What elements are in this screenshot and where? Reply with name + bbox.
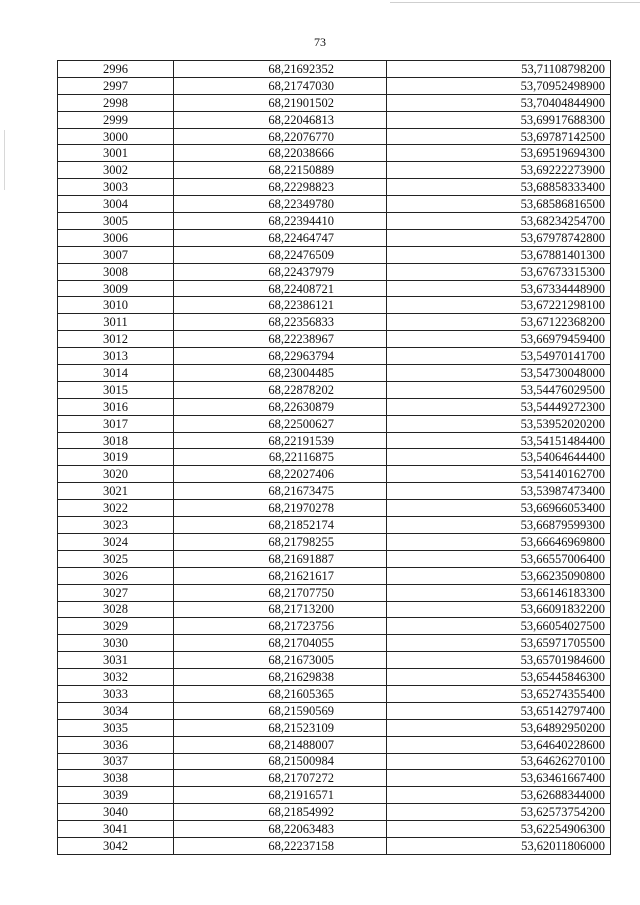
point-number-cell: 3004 (58, 196, 174, 213)
x-coordinate-cell: 68,21747030 (174, 77, 387, 94)
point-number-cell: 3017 (58, 415, 174, 432)
x-coordinate-cell: 68,21852174 (174, 517, 387, 534)
table-row (58, 94, 611, 111)
point-number-cell: 3025 (58, 550, 174, 567)
x-coordinate-cell: 68,22630879 (174, 398, 387, 415)
table-row (58, 128, 611, 145)
y-coordinate-cell: 53,53952020200 (387, 415, 611, 432)
x-coordinate-cell: 68,22238967 (174, 331, 387, 348)
y-coordinate-cell: 53,65274355400 (387, 685, 611, 702)
y-coordinate-cell: 53,69519694300 (387, 145, 611, 162)
y-coordinate-cell: 53,68586816500 (387, 196, 611, 213)
point-number-cell: 3035 (58, 719, 174, 736)
point-number-cell: 3023 (58, 517, 174, 534)
y-coordinate-cell: 53,54064644400 (387, 449, 611, 466)
y-coordinate-cell: 53,67673315300 (387, 263, 611, 280)
point-number-cell: 3008 (58, 263, 174, 280)
point-number-cell: 3030 (58, 635, 174, 652)
point-number-cell: 3031 (58, 652, 174, 669)
y-coordinate-cell: 53,66879599300 (387, 517, 611, 534)
y-coordinate-cell: 53,54449272300 (387, 398, 611, 415)
table-row (58, 821, 611, 838)
x-coordinate-cell: 68,21692352 (174, 61, 387, 78)
y-coordinate-cell: 53,69917688300 (387, 111, 611, 128)
table-row (58, 466, 611, 483)
table-row (58, 331, 611, 348)
x-coordinate-cell: 68,22076770 (174, 128, 387, 145)
x-coordinate-cell: 68,21691887 (174, 550, 387, 567)
table-row (58, 213, 611, 230)
point-number-cell: 3034 (58, 702, 174, 719)
table-row (58, 77, 611, 94)
x-coordinate-cell: 68,22408721 (174, 280, 387, 297)
point-number-cell: 3002 (58, 162, 174, 179)
y-coordinate-cell: 53,66966053400 (387, 500, 611, 517)
x-coordinate-cell: 68,22116875 (174, 449, 387, 466)
point-number-cell: 3018 (58, 432, 174, 449)
point-number-cell: 3032 (58, 669, 174, 686)
point-number-cell: 3001 (58, 145, 174, 162)
table-row (58, 365, 611, 382)
table-row (58, 837, 611, 854)
x-coordinate-cell: 68,22437979 (174, 263, 387, 280)
y-coordinate-cell: 53,54140162700 (387, 466, 611, 483)
table-row (58, 517, 611, 534)
x-coordinate-cell: 68,22349780 (174, 196, 387, 213)
x-coordinate-cell: 68,21621617 (174, 567, 387, 584)
y-coordinate-cell: 53,62011806000 (387, 837, 611, 854)
table-row (58, 533, 611, 550)
table-row (58, 635, 611, 652)
y-coordinate-cell: 53,66091832200 (387, 601, 611, 618)
table-row (58, 348, 611, 365)
table-row (58, 770, 611, 787)
point-number-cell: 2996 (58, 61, 174, 78)
y-coordinate-cell: 53,62688344000 (387, 787, 611, 804)
table-row (58, 229, 611, 246)
point-number-cell: 3014 (58, 365, 174, 382)
point-number-cell: 3042 (58, 837, 174, 854)
x-coordinate-cell: 68,22386121 (174, 297, 387, 314)
table-row (58, 804, 611, 821)
x-coordinate-cell: 68,21673475 (174, 483, 387, 500)
point-number-cell: 3041 (58, 821, 174, 838)
x-coordinate-cell: 68,22027406 (174, 466, 387, 483)
table-row (58, 246, 611, 263)
x-coordinate-cell: 68,21704055 (174, 635, 387, 652)
x-coordinate-cell: 68,22464747 (174, 229, 387, 246)
table-row (58, 652, 611, 669)
table-row (58, 567, 611, 584)
table-row (58, 753, 611, 770)
y-coordinate-cell: 53,69787142500 (387, 128, 611, 145)
table-row (58, 702, 611, 719)
table-row (58, 398, 611, 415)
point-number-cell: 3028 (58, 601, 174, 618)
x-coordinate-cell: 68,21713200 (174, 601, 387, 618)
x-coordinate-cell: 68,21673005 (174, 652, 387, 669)
point-number-cell: 3000 (58, 128, 174, 145)
table-row (58, 550, 611, 567)
table-row (58, 263, 611, 280)
table-row (58, 787, 611, 804)
x-coordinate-cell: 68,21854992 (174, 804, 387, 821)
x-coordinate-cell: 68,21916571 (174, 787, 387, 804)
x-coordinate-cell: 68,22046813 (174, 111, 387, 128)
table-row (58, 111, 611, 128)
y-coordinate-cell: 53,68234254700 (387, 213, 611, 230)
y-coordinate-cell: 53,54151484400 (387, 432, 611, 449)
y-coordinate-cell: 53,66235090800 (387, 567, 611, 584)
y-coordinate-cell: 53,66146183300 (387, 584, 611, 601)
point-number-cell: 3026 (58, 567, 174, 584)
table-row (58, 415, 611, 432)
y-coordinate-cell: 53,65142797400 (387, 702, 611, 719)
table-row (58, 669, 611, 686)
point-number-cell: 3022 (58, 500, 174, 517)
y-coordinate-cell: 53,62254906300 (387, 821, 611, 838)
table-row (58, 449, 611, 466)
y-coordinate-cell: 53,64892950200 (387, 719, 611, 736)
scan-edge-line (390, 2, 640, 3)
table-row (58, 196, 611, 213)
x-coordinate-cell: 68,21500984 (174, 753, 387, 770)
y-coordinate-cell: 53,62573754200 (387, 804, 611, 821)
table-row (58, 297, 611, 314)
y-coordinate-cell: 53,54970141700 (387, 348, 611, 365)
table-row (58, 719, 611, 736)
coordinates-table (57, 60, 611, 855)
point-number-cell: 3016 (58, 398, 174, 415)
point-number-cell: 3006 (58, 229, 174, 246)
y-coordinate-cell: 53,66054027500 (387, 618, 611, 635)
table-row (58, 381, 611, 398)
y-coordinate-cell: 53,65971705500 (387, 635, 611, 652)
coordinates-table-body (58, 61, 611, 855)
table-row (58, 432, 611, 449)
x-coordinate-cell: 68,22150889 (174, 162, 387, 179)
table-row (58, 145, 611, 162)
x-coordinate-cell: 68,21798255 (174, 533, 387, 550)
x-coordinate-cell: 68,22878202 (174, 381, 387, 398)
point-number-cell: 3020 (58, 466, 174, 483)
page-number: 73 (314, 35, 326, 49)
table-row (58, 162, 611, 179)
x-coordinate-cell: 68,22394410 (174, 213, 387, 230)
x-coordinate-cell: 68,21723756 (174, 618, 387, 635)
point-number-cell: 3019 (58, 449, 174, 466)
point-number-cell: 3024 (58, 533, 174, 550)
point-number-cell: 3011 (58, 314, 174, 331)
point-number-cell: 3036 (58, 736, 174, 753)
table-row (58, 584, 611, 601)
table-row (58, 280, 611, 297)
x-coordinate-cell: 68,21605365 (174, 685, 387, 702)
y-coordinate-cell: 53,67221298100 (387, 297, 611, 314)
point-number-cell: 3037 (58, 753, 174, 770)
point-number-cell: 3010 (58, 297, 174, 314)
x-coordinate-cell: 68,21707272 (174, 770, 387, 787)
table-row (58, 500, 611, 517)
y-coordinate-cell: 53,64626270100 (387, 753, 611, 770)
point-number-cell: 3007 (58, 246, 174, 263)
x-coordinate-cell: 68,21488007 (174, 736, 387, 753)
y-coordinate-cell: 53,67978742800 (387, 229, 611, 246)
x-coordinate-cell: 68,22191539 (174, 432, 387, 449)
point-number-cell: 3033 (58, 685, 174, 702)
y-coordinate-cell: 53,69222273900 (387, 162, 611, 179)
y-coordinate-cell: 53,53987473400 (387, 483, 611, 500)
point-number-cell: 3038 (58, 770, 174, 787)
point-number-cell: 2999 (58, 111, 174, 128)
y-coordinate-cell: 53,70952498900 (387, 77, 611, 94)
table-row (58, 61, 611, 78)
table-row (58, 314, 611, 331)
y-coordinate-cell: 53,67881401300 (387, 246, 611, 263)
y-coordinate-cell: 53,63461667400 (387, 770, 611, 787)
point-number-cell: 3005 (58, 213, 174, 230)
x-coordinate-cell: 68,22237158 (174, 837, 387, 854)
y-coordinate-cell: 53,68858333400 (387, 179, 611, 196)
y-coordinate-cell: 53,66979459400 (387, 331, 611, 348)
x-coordinate-cell: 68,21590569 (174, 702, 387, 719)
x-coordinate-cell: 68,21970278 (174, 500, 387, 517)
point-number-cell: 3009 (58, 280, 174, 297)
point-number-cell: 3012 (58, 331, 174, 348)
x-coordinate-cell: 68,22500627 (174, 415, 387, 432)
table-row (58, 685, 611, 702)
table-row (58, 601, 611, 618)
x-coordinate-cell: 68,22476509 (174, 246, 387, 263)
y-coordinate-cell: 53,64640228600 (387, 736, 611, 753)
table-row (58, 736, 611, 753)
y-coordinate-cell: 53,70404844900 (387, 94, 611, 111)
x-coordinate-cell: 68,22298823 (174, 179, 387, 196)
y-coordinate-cell: 53,54730048000 (387, 365, 611, 382)
x-coordinate-cell: 68,21901502 (174, 94, 387, 111)
point-number-cell: 3003 (58, 179, 174, 196)
point-number-cell: 3021 (58, 483, 174, 500)
point-number-cell: 3013 (58, 348, 174, 365)
table-row (58, 179, 611, 196)
x-coordinate-cell: 68,21629838 (174, 669, 387, 686)
point-number-cell: 3040 (58, 804, 174, 821)
point-number-cell: 3029 (58, 618, 174, 635)
scan-edge-line (4, 130, 5, 190)
y-coordinate-cell: 53,65445846300 (387, 669, 611, 686)
y-coordinate-cell: 53,71108798200 (387, 61, 611, 78)
y-coordinate-cell: 53,66646969800 (387, 533, 611, 550)
y-coordinate-cell: 53,67334448900 (387, 280, 611, 297)
x-coordinate-cell: 68,22038666 (174, 145, 387, 162)
point-number-cell: 3039 (58, 787, 174, 804)
point-number-cell: 3015 (58, 381, 174, 398)
y-coordinate-cell: 53,67122368200 (387, 314, 611, 331)
x-coordinate-cell: 68,21707750 (174, 584, 387, 601)
point-number-cell: 2998 (58, 94, 174, 111)
table-row (58, 483, 611, 500)
table-row (58, 618, 611, 635)
x-coordinate-cell: 68,22963794 (174, 348, 387, 365)
x-coordinate-cell: 68,23004485 (174, 365, 387, 382)
y-coordinate-cell: 53,65701984600 (387, 652, 611, 669)
x-coordinate-cell: 68,22063483 (174, 821, 387, 838)
x-coordinate-cell: 68,21523109 (174, 719, 387, 736)
y-coordinate-cell: 53,54476029500 (387, 381, 611, 398)
point-number-cell: 3027 (58, 584, 174, 601)
y-coordinate-cell: 53,66557006400 (387, 550, 611, 567)
point-number-cell: 2997 (58, 77, 174, 94)
x-coordinate-cell: 68,22356833 (174, 314, 387, 331)
